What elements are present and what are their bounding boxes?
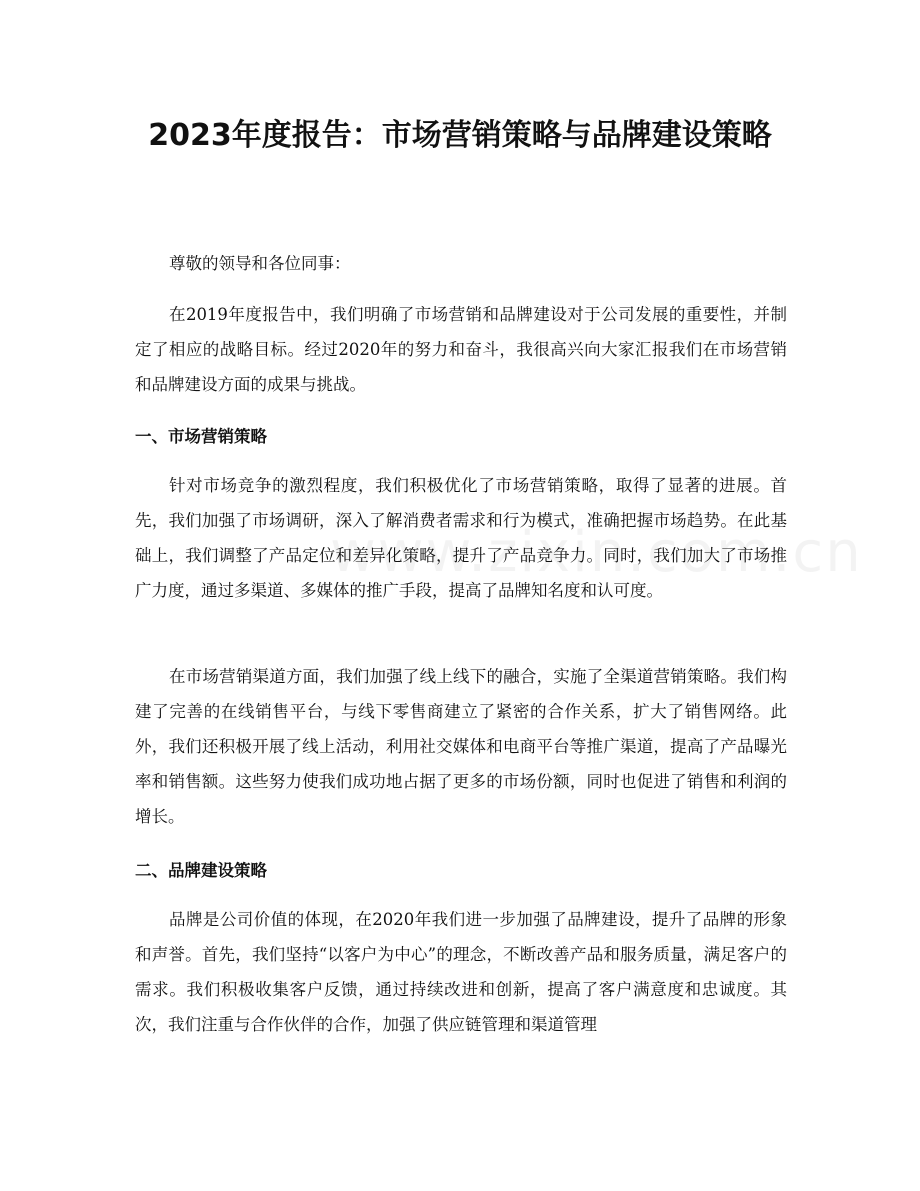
salutation: 尊敬的领导和各位同事： [169,254,351,273]
section1-paragraph-1: 针对市场竞争的激烈程度，我们积极优化了市场营销策略，取得了显著的进展。首先，我们加强了市场调研，深入了解消费者需求和行为模式，准确把握市场趋势。在此基础上，我们调整了产品定位和差异化策略，提升了产品竞争力。同时，我们加大了市场推广力度，通过多渠道、多媒体的推广手段，提高了品牌知名度和认可度。 [135,476,787,600]
intro-paragraph: 在2019年度报告中，我们明确了市场营销和品牌建设对于公司发展的重要性，并制定了相应的战略目标。经过2020年的努力和奋斗，我很高兴向大家汇报我们在市场营销和品牌建设方面的成果与挑战。 [135,305,787,394]
section1-heading: 一、市场营销策略 [135,427,267,446]
document-title: 2023年度报告：市场营销策略与品牌建设策略 [148,118,772,153]
section2-paragraph-1: 品牌是公司价值的体现，在2020年我们进一步加强了品牌建设，提升了品牌的形象和声誉。首先，我们坚持“以客户为中心”的理念，不断改善产品和服务质量，满足客户的需求。我们积极收集客户反馈，通过持续改进和创新，提高了客户满意度和忠诚度。其次，我们注重与合作伙伴的合作，加强了供应链管理和渠道管理 [135,910,787,1034]
section2-heading: 二、品牌建设策略 [135,861,267,880]
section1-paragraph-2: 在市场营销渠道方面，我们加强了线上线下的融合，实施了全渠道营销策略。我们构建了完善的在线销售平台，与线下零售商建立了紧密的合作关系，扩大了销售网络。此外，我们还积极开展了线上活动，利用社交媒体和电商平台等推广渠道，提高了产品曝光率和销售额。这些努力使我们成功地占据了更多的市场份额，同时也促进了销售和利润的增长。 [135,667,787,826]
